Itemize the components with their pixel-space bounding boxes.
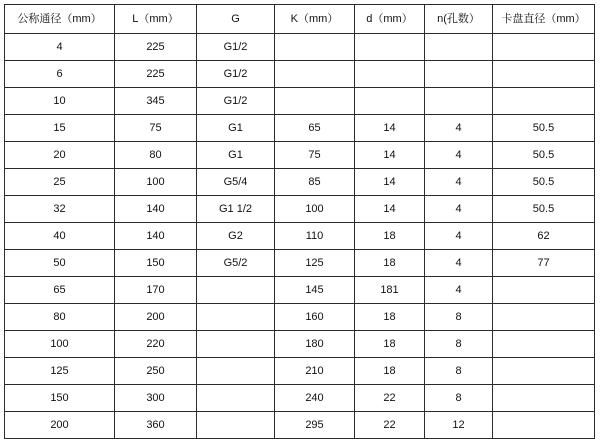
cell-length: 100 (115, 169, 197, 196)
cell-k: 295 (275, 412, 355, 439)
cell-d: 14 (355, 169, 425, 196)
cell-k: 125 (275, 250, 355, 277)
column-header-length: L（mm） (115, 5, 197, 34)
table-row (5, 196, 595, 223)
cell-thread (197, 304, 275, 331)
cell-nominal-diameter: 20 (5, 142, 115, 169)
cell-hole-count: 4 (425, 250, 493, 277)
table-row (5, 385, 595, 412)
table-header-row (5, 5, 595, 34)
cell-k: 75 (275, 142, 355, 169)
cell-thread (197, 358, 275, 385)
cell-thread: G5/4 (197, 169, 275, 196)
table-row (5, 142, 595, 169)
cell-nominal-diameter: 32 (5, 196, 115, 223)
column-header-d: d（mm） (355, 5, 425, 34)
cell-length: 170 (115, 277, 197, 304)
cell-d: 18 (355, 250, 425, 277)
cell-chuck-diameter (493, 385, 595, 412)
cell-length: 225 (115, 34, 197, 61)
table-header (5, 5, 595, 34)
cell-k: 180 (275, 331, 355, 358)
cell-nominal-diameter: 200 (5, 412, 115, 439)
cell-thread: G1/2 (197, 88, 275, 115)
cell-thread: G1 (197, 142, 275, 169)
cell-thread: G2 (197, 223, 275, 250)
cell-nominal-diameter: 100 (5, 331, 115, 358)
cell-thread: G1/2 (197, 34, 275, 61)
cell-d: 18 (355, 304, 425, 331)
cell-nominal-diameter: 80 (5, 304, 115, 331)
cell-k: 100 (275, 196, 355, 223)
cell-thread (197, 277, 275, 304)
column-header-chuck-diameter: 卡盘直径（mm） (493, 5, 595, 34)
cell-hole-count: 12 (425, 412, 493, 439)
cell-nominal-diameter: 25 (5, 169, 115, 196)
cell-length: 140 (115, 223, 197, 250)
cell-length: 140 (115, 196, 197, 223)
cell-d: 14 (355, 115, 425, 142)
cell-d: 18 (355, 223, 425, 250)
cell-k: 85 (275, 169, 355, 196)
cell-d: 22 (355, 412, 425, 439)
cell-chuck-diameter (493, 304, 595, 331)
cell-length: 345 (115, 88, 197, 115)
cell-chuck-diameter (493, 331, 595, 358)
cell-hole-count: 4 (425, 142, 493, 169)
cell-k: 110 (275, 223, 355, 250)
cell-chuck-diameter (493, 358, 595, 385)
cell-d: 14 (355, 142, 425, 169)
cell-nominal-diameter: 10 (5, 88, 115, 115)
table-row (5, 223, 595, 250)
table-body (5, 34, 595, 439)
cell-k: 240 (275, 385, 355, 412)
cell-chuck-diameter: 50.5 (493, 142, 595, 169)
cell-chuck-diameter (493, 88, 595, 115)
cell-thread: G1 1/2 (197, 196, 275, 223)
cell-chuck-diameter (493, 277, 595, 304)
cell-hole-count: 4 (425, 196, 493, 223)
cell-k (275, 34, 355, 61)
cell-nominal-diameter: 40 (5, 223, 115, 250)
cell-chuck-diameter: 50.5 (493, 169, 595, 196)
specification-table (4, 4, 595, 439)
cell-hole-count (425, 88, 493, 115)
cell-nominal-diameter: 150 (5, 385, 115, 412)
cell-chuck-diameter: 50.5 (493, 196, 595, 223)
cell-nominal-diameter: 50 (5, 250, 115, 277)
cell-length: 150 (115, 250, 197, 277)
cell-d (355, 34, 425, 61)
cell-k: 65 (275, 115, 355, 142)
cell-thread (197, 331, 275, 358)
cell-nominal-diameter: 15 (5, 115, 115, 142)
cell-thread: G5/2 (197, 250, 275, 277)
cell-thread: G1/2 (197, 61, 275, 88)
cell-hole-count: 8 (425, 331, 493, 358)
cell-nominal-diameter: 6 (5, 61, 115, 88)
cell-length: 200 (115, 304, 197, 331)
table-row (5, 277, 595, 304)
column-header-thread: G (197, 5, 275, 34)
cell-length: 225 (115, 61, 197, 88)
cell-k: 160 (275, 304, 355, 331)
cell-thread: G1 (197, 115, 275, 142)
cell-d (355, 88, 425, 115)
cell-d: 18 (355, 358, 425, 385)
cell-d: 14 (355, 196, 425, 223)
cell-hole-count: 8 (425, 385, 493, 412)
cell-thread (197, 385, 275, 412)
cell-thread (197, 412, 275, 439)
cell-d: 181 (355, 277, 425, 304)
cell-length: 75 (115, 115, 197, 142)
cell-hole-count: 4 (425, 169, 493, 196)
column-header-nominal-diameter: 公称通径（mm） (5, 5, 115, 34)
cell-k (275, 61, 355, 88)
table-row (5, 115, 595, 142)
cell-chuck-diameter (493, 61, 595, 88)
cell-hole-count: 4 (425, 277, 493, 304)
cell-chuck-diameter (493, 34, 595, 61)
cell-k (275, 88, 355, 115)
table-row (5, 88, 595, 115)
cell-hole-count: 8 (425, 358, 493, 385)
cell-hole-count: 8 (425, 304, 493, 331)
table-row (5, 250, 595, 277)
table-row (5, 34, 595, 61)
table-row (5, 169, 595, 196)
cell-nominal-diameter: 65 (5, 277, 115, 304)
cell-nominal-diameter: 125 (5, 358, 115, 385)
table-row (5, 304, 595, 331)
cell-nominal-diameter: 4 (5, 34, 115, 61)
cell-d (355, 61, 425, 88)
cell-hole-count (425, 61, 493, 88)
cell-chuck-diameter (493, 412, 595, 439)
cell-chuck-diameter: 77 (493, 250, 595, 277)
table-row (5, 358, 595, 385)
column-header-hole-count: n(孔数） (425, 5, 493, 34)
cell-length: 250 (115, 358, 197, 385)
cell-hole-count (425, 34, 493, 61)
cell-hole-count: 4 (425, 115, 493, 142)
cell-k: 210 (275, 358, 355, 385)
cell-length: 360 (115, 412, 197, 439)
cell-length: 80 (115, 142, 197, 169)
cell-length: 220 (115, 331, 197, 358)
cell-d: 22 (355, 385, 425, 412)
table-row (5, 331, 595, 358)
cell-k: 145 (275, 277, 355, 304)
table-row (5, 61, 595, 88)
table-row (5, 412, 595, 439)
cell-hole-count: 4 (425, 223, 493, 250)
column-header-k: K（mm） (275, 5, 355, 34)
cell-length: 300 (115, 385, 197, 412)
cell-d: 18 (355, 331, 425, 358)
cell-chuck-diameter: 50.5 (493, 115, 595, 142)
cell-chuck-diameter: 62 (493, 223, 595, 250)
